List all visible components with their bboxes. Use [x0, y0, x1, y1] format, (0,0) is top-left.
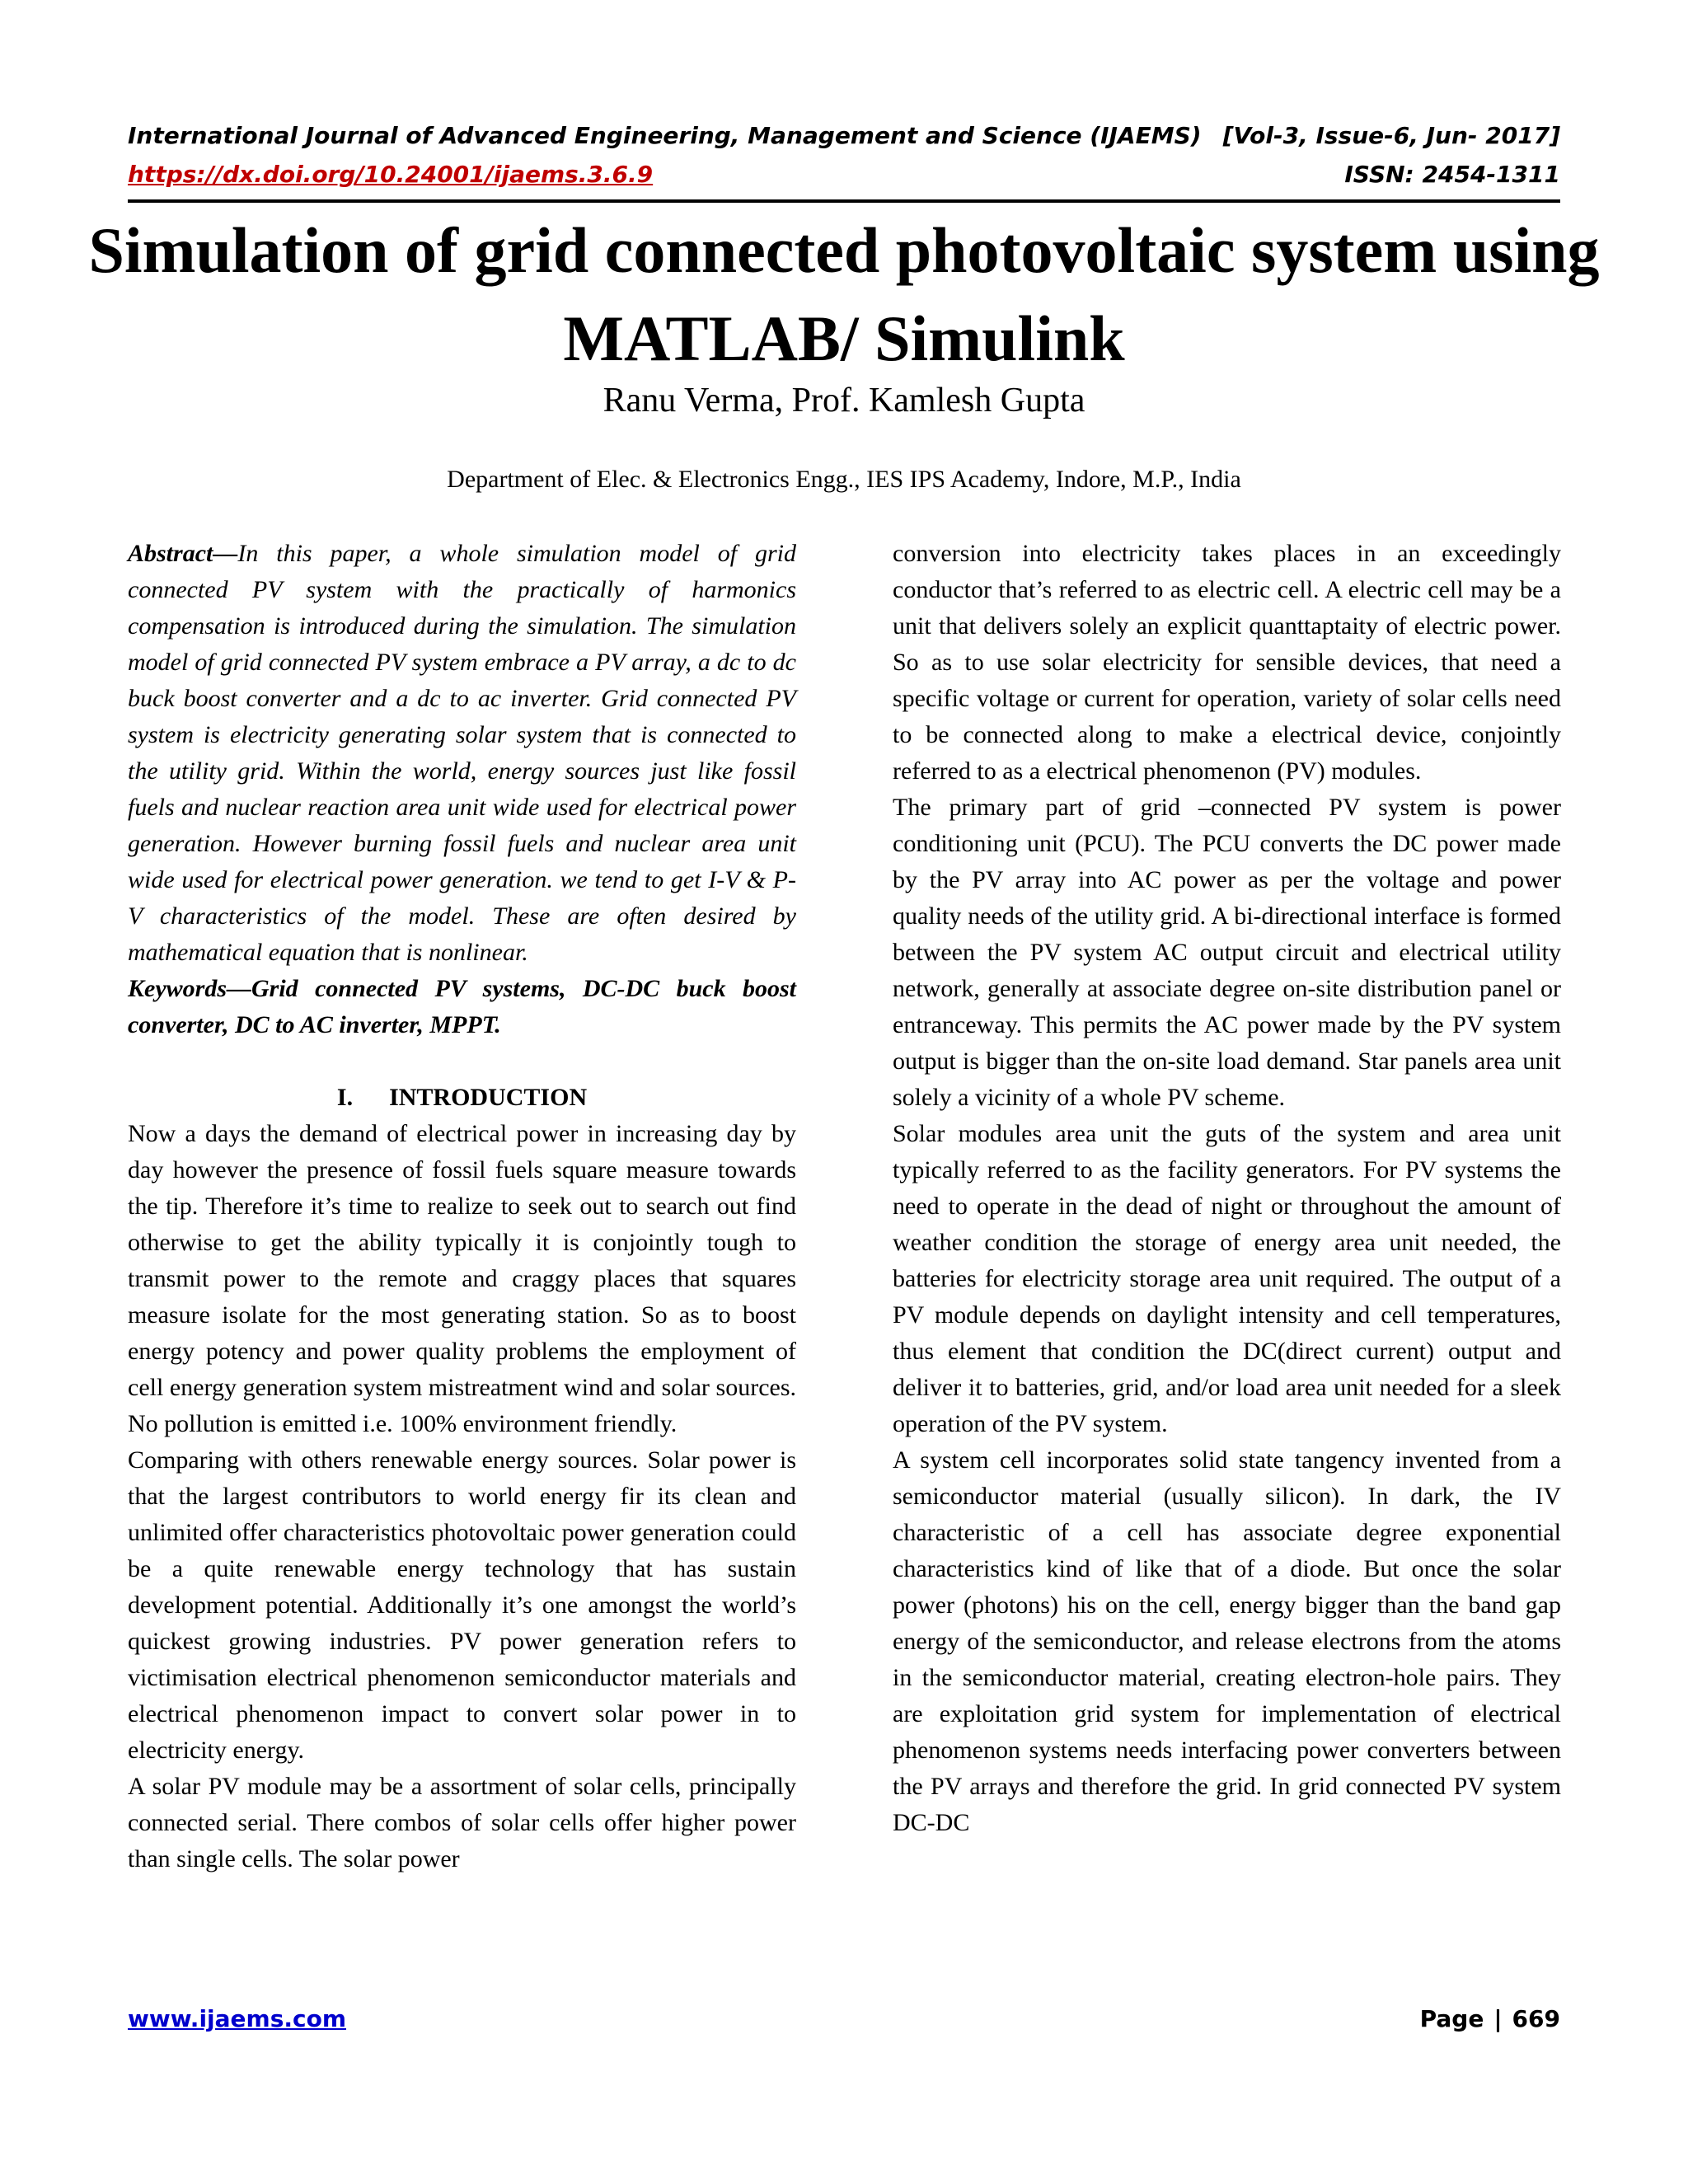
abstract-text: In this paper, a whole simulation model of grid connected PV system with the practically of harmonics compensation is introduced during the simulation. The simulation model of grid connected PV system embrace a PV array, a dc to dc buck boost converter and a dc to ac inverter. Grid connected PV system is electricity generating solar system that is connected to the utility grid. Within the world, energy sources just like fossil fuels and nuclear reaction area unit wide used for electrical power generation. However burning fossil fuels and nuclear area unit wide used for electrical power generation. we tend to get I-V & P-V characteristics of the model. These are often desired by mathematical equation that is nonlinear. [128, 540, 796, 966]
website-link[interactable]: www.ijaems.com [128, 2005, 347, 2032]
paragraph: Now a days the demand of electrical power in increasing day by day however the presence of fossil fuels square measure towards the tip. Therefore it’s time to realize to seek out to search out find otherwise to get the ability typically it is conjointly tough to transmit power to the remote and craggy places that squares measure isolate for the most generating station. So as to boost energy potency and power quality problems the employment of cell energy generation system mistreatment wind and solar sources. No pollution is emitted i.e. 100% environment friendly. [128, 1120, 796, 1437]
page-label: Page [1419, 2005, 1484, 2032]
right-column [893, 536, 1561, 1841]
keywords: Keywords—Grid connected PV systems, DC-DC buck boost converter, DC to AC inverter, MPPT. [128, 975, 796, 1038]
paragraph: conversion into electricity takes places in an exceedingly conductor that’s referred to as electric cell. A electric cell may be a unit that delivers solely an explicit quanttaptaity of electric power. So as to use solar electricity for sensible devices, that need a specific voltage or current for operation, variety of solar cells need to be connected along to make a electrical device, conjointly referred to as a electrical phenomenon (PV) modules. [893, 540, 1561, 785]
section-title: INTRODUCTION [389, 1084, 588, 1111]
page-separator: | [1493, 2005, 1503, 2032]
paper-title: Simulation of grid connected photovoltaic system using MATLAB/ Simulink [88, 214, 1600, 374]
paragraph: A system cell incorporates solid state tangency invented from a semiconductor material (usually silicon). In dark, the IV characteristic of a cell has associate degree exponential characteristics kind of like that of a diode. But once the solar power (photons) his on the cell, energy bigger than the band gap energy of the semiconductor, and release electrons from the atoms in the semiconductor material, creating electron-hole pairs. They are exploitation grid system for implementation of electrical phenomenon systems needs interfacing power converters between the PV arrays and therefore the grid. In grid connected PV system DC-DC [893, 1446, 1561, 1836]
paragraph: Solar modules area unit the guts of the system and area unit typically referred to as the facility generators. For PV systems the need to operate in the dead of night or throughout the amount of weather condition the storage of energy area unit needed, the batteries for electricity storage area unit required. The output of a PV module depends on daylight intensity and cell temperatures, thus element that condition the DC(direct current) output and deliver it to batteries, grid, and/or load area unit needed for a sleek operation of the PV system. [893, 1120, 1561, 1437]
abstract-label: Abstract— [128, 540, 238, 567]
section-number: I. [336, 1084, 354, 1111]
volume-issue: [Vol-3, Issue-6, Jun- 2017] [1222, 122, 1560, 149]
authors: Ranu Verma, Prof. Kamlesh Gupta [603, 382, 1085, 419]
page-indicator [1420, 2003, 1560, 2036]
left-column [128, 536, 796, 1877]
section-heading-introduction [128, 1080, 796, 1116]
doi-link[interactable]: https://dx.doi.org/10.24001/ijaems.3.6.9 [128, 161, 654, 188]
page-number: 669 [1512, 2005, 1560, 2032]
header-rule [128, 199, 1560, 203]
paragraph: The primary part of grid –connected PV system is power conditioning unit (PCU). The PCU converts the DC power made by the PV array into AC power as per the voltage and power quality needs of the utility grid. A bi-directional interface is formed between the PV system AC output circuit and electrical utility network, generally at associate degree on-site distribution panel or entranceway. This permits the AC power made by the PV system output is bigger than the on-site load demand. Star panels area unit solely a vicinity of a whole PV scheme. [893, 794, 1561, 1111]
abstract [128, 536, 796, 971]
journal-name: International Journal of Advanced Engineering, Management and Science (IJAEMS) [128, 122, 1202, 149]
issn: ISSN: 2454-1311 [1344, 161, 1560, 188]
affiliation: Department of Elec. & Electronics Engg., IES IPS Academy, Indore, M.P., India [447, 466, 1241, 493]
paragraph: A solar PV module may be a assortment of solar cells, principally connected serial. There combos of solar cells offer higher power than single cells. The solar power [128, 1773, 796, 1872]
paragraph: Comparing with others renewable energy sources. Solar power is that the largest contributors to world energy fir its clean and unlimited offer characteristics photovoltaic power generation could be a quite renewable energy technology that has sustain development potential. Additionally it’s one amongst the world’s quickest growing industries. PV power generation refers to victimisation electrical phenomenon semiconductor materials and electrical phenomenon impact to convert solar power in to electricity energy. [128, 1446, 796, 1764]
